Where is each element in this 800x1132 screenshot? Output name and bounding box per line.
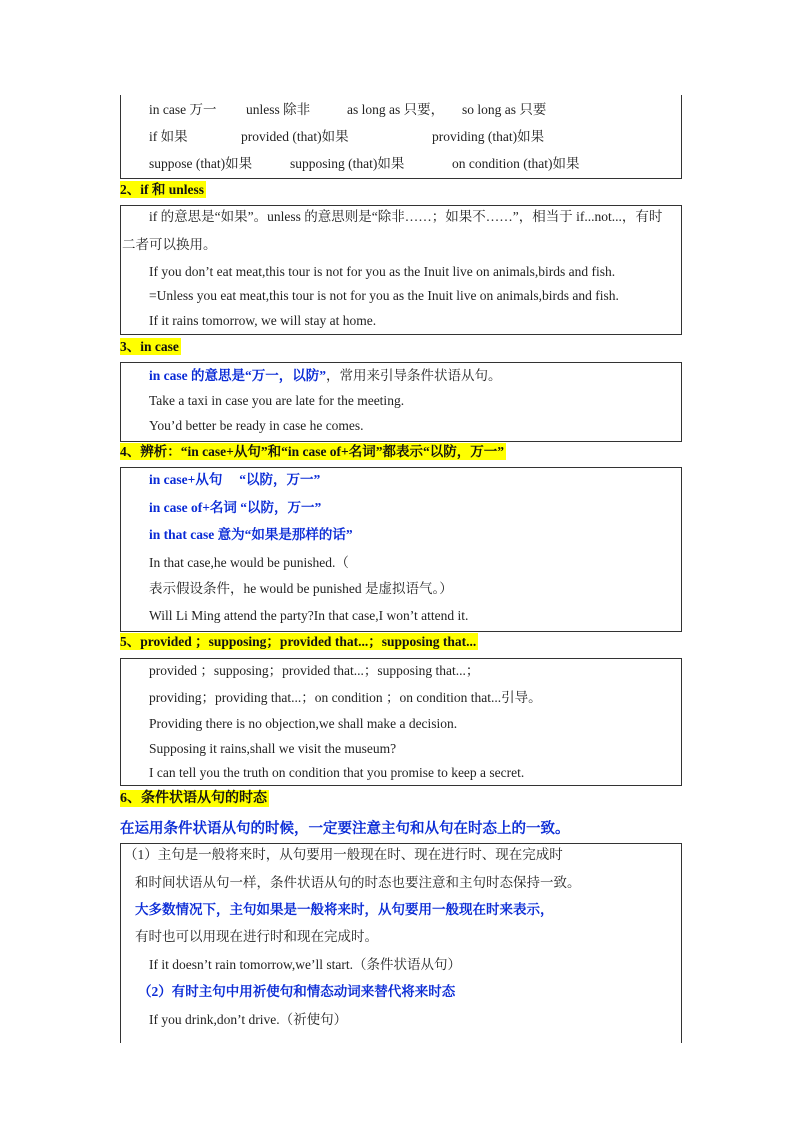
- section-heading: 4、辨析：“in case+从句”和“in case of+名词”都表示“以防，万一”: [120, 444, 504, 459]
- bold-line: 大多数情况下，主句如果是一般将来时，从句要用一般现在时来表示，: [135, 902, 554, 917]
- bold-line: in case of+名词 “以防，万一”: [149, 500, 322, 515]
- bold-line: in case+从句 “以防，万一”: [149, 472, 321, 487]
- text-line: I can tell you the truth on condition that you promise to keep a secret.: [149, 765, 525, 780]
- table-cell: on condition (that)如果: [452, 156, 580, 171]
- section-heading: 5、provided ；supposing；provided that...；supposing that...: [120, 634, 477, 649]
- text-line: Providing there is no objection,we shall make a decision.: [149, 716, 458, 731]
- bold-phrase: in case 的意思是“万一，以防”: [149, 368, 326, 383]
- text-line: 有时也可以用现在进行时和现在完成时。: [135, 929, 378, 944]
- text-line: If it rains tomorrow, we will stay at home.: [149, 313, 377, 328]
- text-line: if 的意思是“如果”。unless 的意思则是“除非……；如果不……”，相当于 if...not...，有时: [149, 209, 663, 224]
- table-cell: so long as 只要: [462, 102, 547, 117]
- table-cell: if 如果: [149, 129, 188, 144]
- bold-line: in that case 意为“如果是那样的话”: [149, 527, 353, 542]
- section-heading: 6、条件状语从句的时态: [120, 791, 267, 806]
- text-line: If you don’t eat meat,this tour is not for you as the Inuit live on animals,birds and fish.: [149, 264, 616, 279]
- table-cell: unless 除非: [246, 102, 311, 117]
- text-line: [149, 367, 502, 385]
- text-line: If it doesn’t rain tomorrow,we’ll start.（条件状语从句）: [149, 957, 461, 972]
- text-line: =Unless you eat meat,this tour is not for you as the Inuit live on animals,birds and fish.: [149, 288, 619, 303]
- text-line: Take a taxi in case you are late for the meeting.: [149, 393, 405, 408]
- text-line: You’d better be ready in case he comes.: [149, 418, 364, 433]
- table-cell: as long as 只要，: [347, 102, 445, 117]
- text-line: provided ；supposing；provided that...；supposing that...；: [149, 663, 480, 678]
- section-heading: 2、if 和 unless: [120, 182, 205, 197]
- bold-line: （2）有时主句中用祈使句和情态动词来替代将来时态: [138, 984, 456, 999]
- text-line: 二者可以换用。: [122, 237, 217, 252]
- table-cell: suppose (that)如果: [149, 156, 253, 171]
- section-intro: 在运用条件状语从句的时候，一定要注意主句和从句在时态上的一致。: [120, 821, 570, 837]
- text-line: 表示假设条件，he would be punished 是虚拟语气。）: [149, 581, 453, 596]
- text-line: Will Li Ming attend the party?In that case,I won’t attend it.: [149, 608, 469, 623]
- text-line: Supposing it rains,shall we visit the museum?: [149, 741, 397, 756]
- text-line: 和时间状语从句一样，条件状语从句的时态也要注意和主句时态保持一致。: [135, 875, 581, 890]
- text-line: In that case,he would be punished.（: [149, 555, 349, 570]
- text-phrase: ，常用来引导条件状语从句。: [326, 368, 502, 383]
- text-line: If you drink,don’t drive.（祈使句）: [149, 1012, 348, 1027]
- section-heading: 3、in case: [120, 339, 179, 354]
- table-cell: supposing (that)如果: [290, 156, 405, 171]
- table-cell: provided (that)如果: [241, 129, 349, 144]
- table-cell: providing (that)如果: [432, 129, 545, 144]
- text-line: providing；providing that...；on condition ；on condition that...引导。: [149, 690, 542, 705]
- text-line: （1）主句是一般将来时，从句要用一般现在时、现在进行时、现在完成时: [124, 847, 563, 862]
- table-cell: in case 万一: [149, 102, 217, 117]
